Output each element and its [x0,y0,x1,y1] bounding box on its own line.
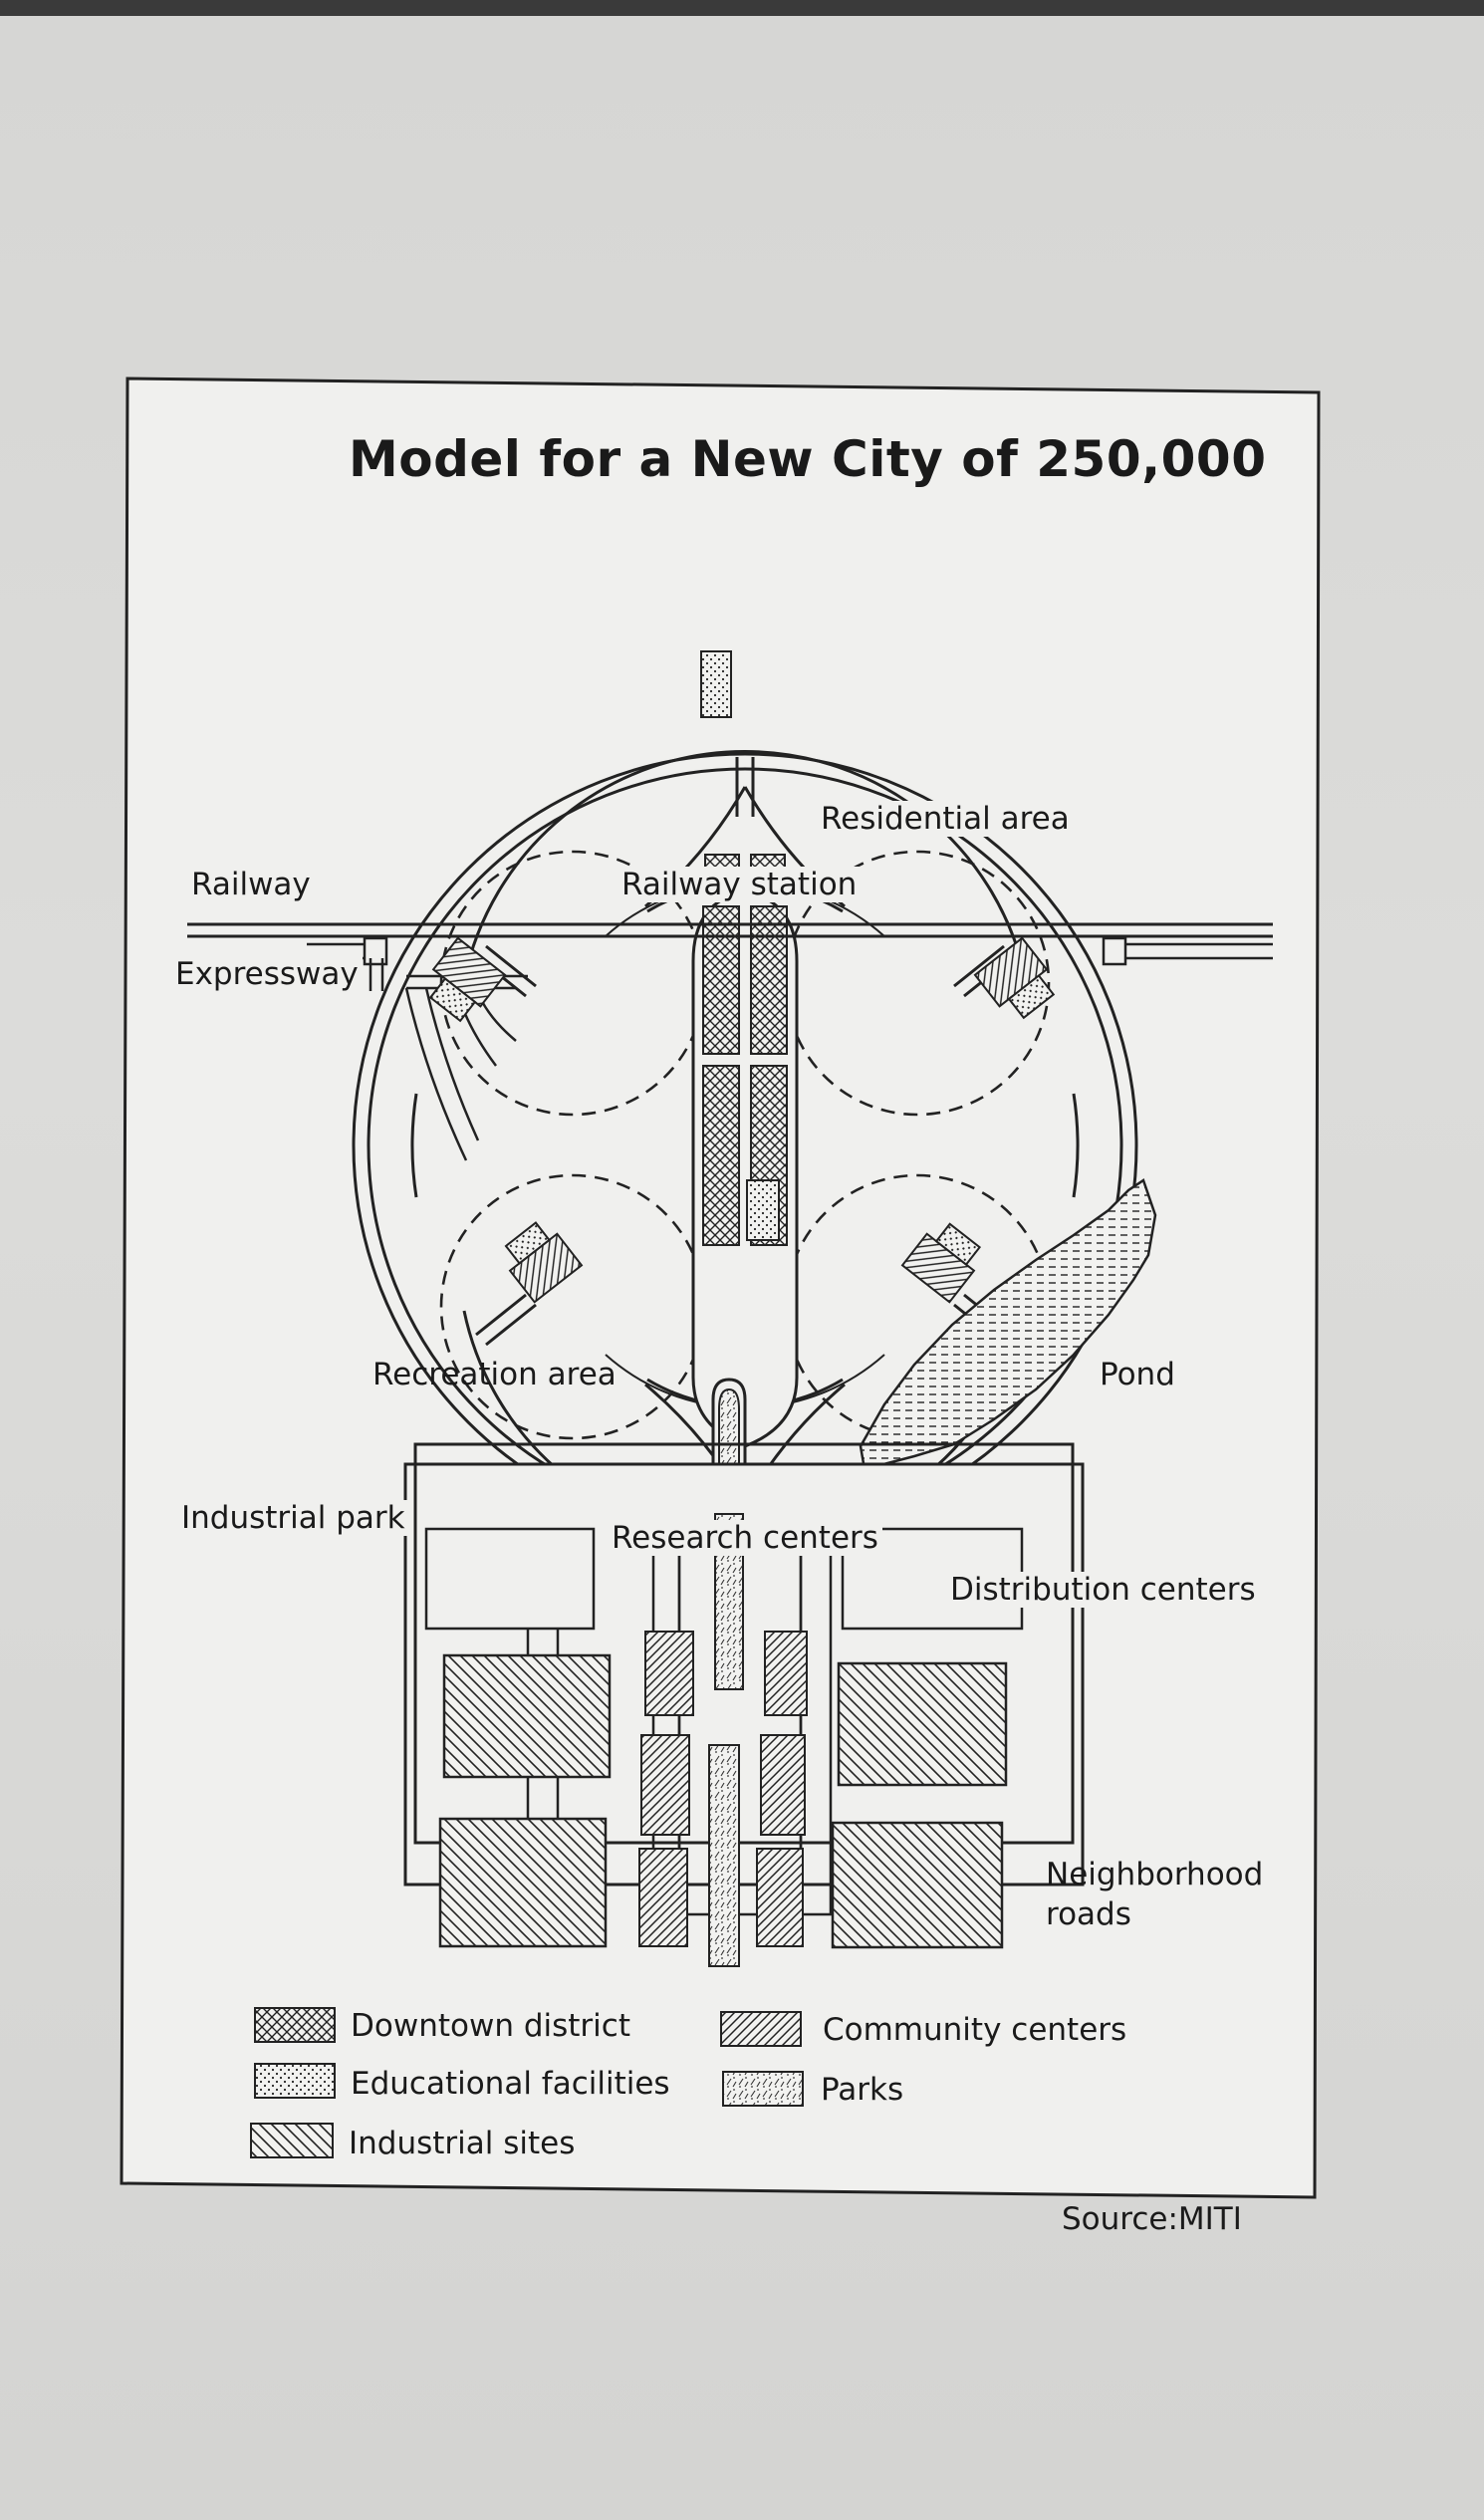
expressway-label: Expressway [171,956,363,992]
legend-swatch-downtown [255,2008,335,2042]
recreation-area-label: Recreation area [372,1357,617,1392]
industrial-park-label: Industrial park [177,1500,409,1536]
neighborhood-roads-label: Neighborhood roads [1046,1857,1264,1932]
legend-industrial-label: Industrial sites [349,2126,576,2161]
railway-station-label: Railway station [618,867,861,902]
legend-swatch-community [721,2012,801,2046]
legend-parks-label: Parks [821,2072,904,2108]
legend-swatch-parks [723,2072,803,2106]
distribution-center-left [426,1529,594,1629]
railway-label: Railway [187,867,315,902]
school-south [747,1180,779,1240]
legend-community-label: Community centers [823,2012,1127,2048]
distribution-centers-label: Distribution centers [946,1572,1260,1608]
diagram-title: Model for a New City of 250,000 [349,430,1267,488]
diagram-frame [127,378,1319,2197]
legend-swatch-educational [255,2064,335,2098]
legend-educational-label: Educational facilities [351,2066,670,2102]
research-centers-label: Research centers [608,1520,882,1556]
pond-label: Pond [1100,1357,1175,1392]
residential-area-label: Residential area [817,801,1074,837]
legend-downtown-label: Downtown district [351,2008,630,2044]
source-credit: Source:MITI [1062,2201,1242,2237]
school-north [701,651,731,717]
legend-swatch-industrial [251,2124,333,2157]
scan-edge [0,0,1484,16]
